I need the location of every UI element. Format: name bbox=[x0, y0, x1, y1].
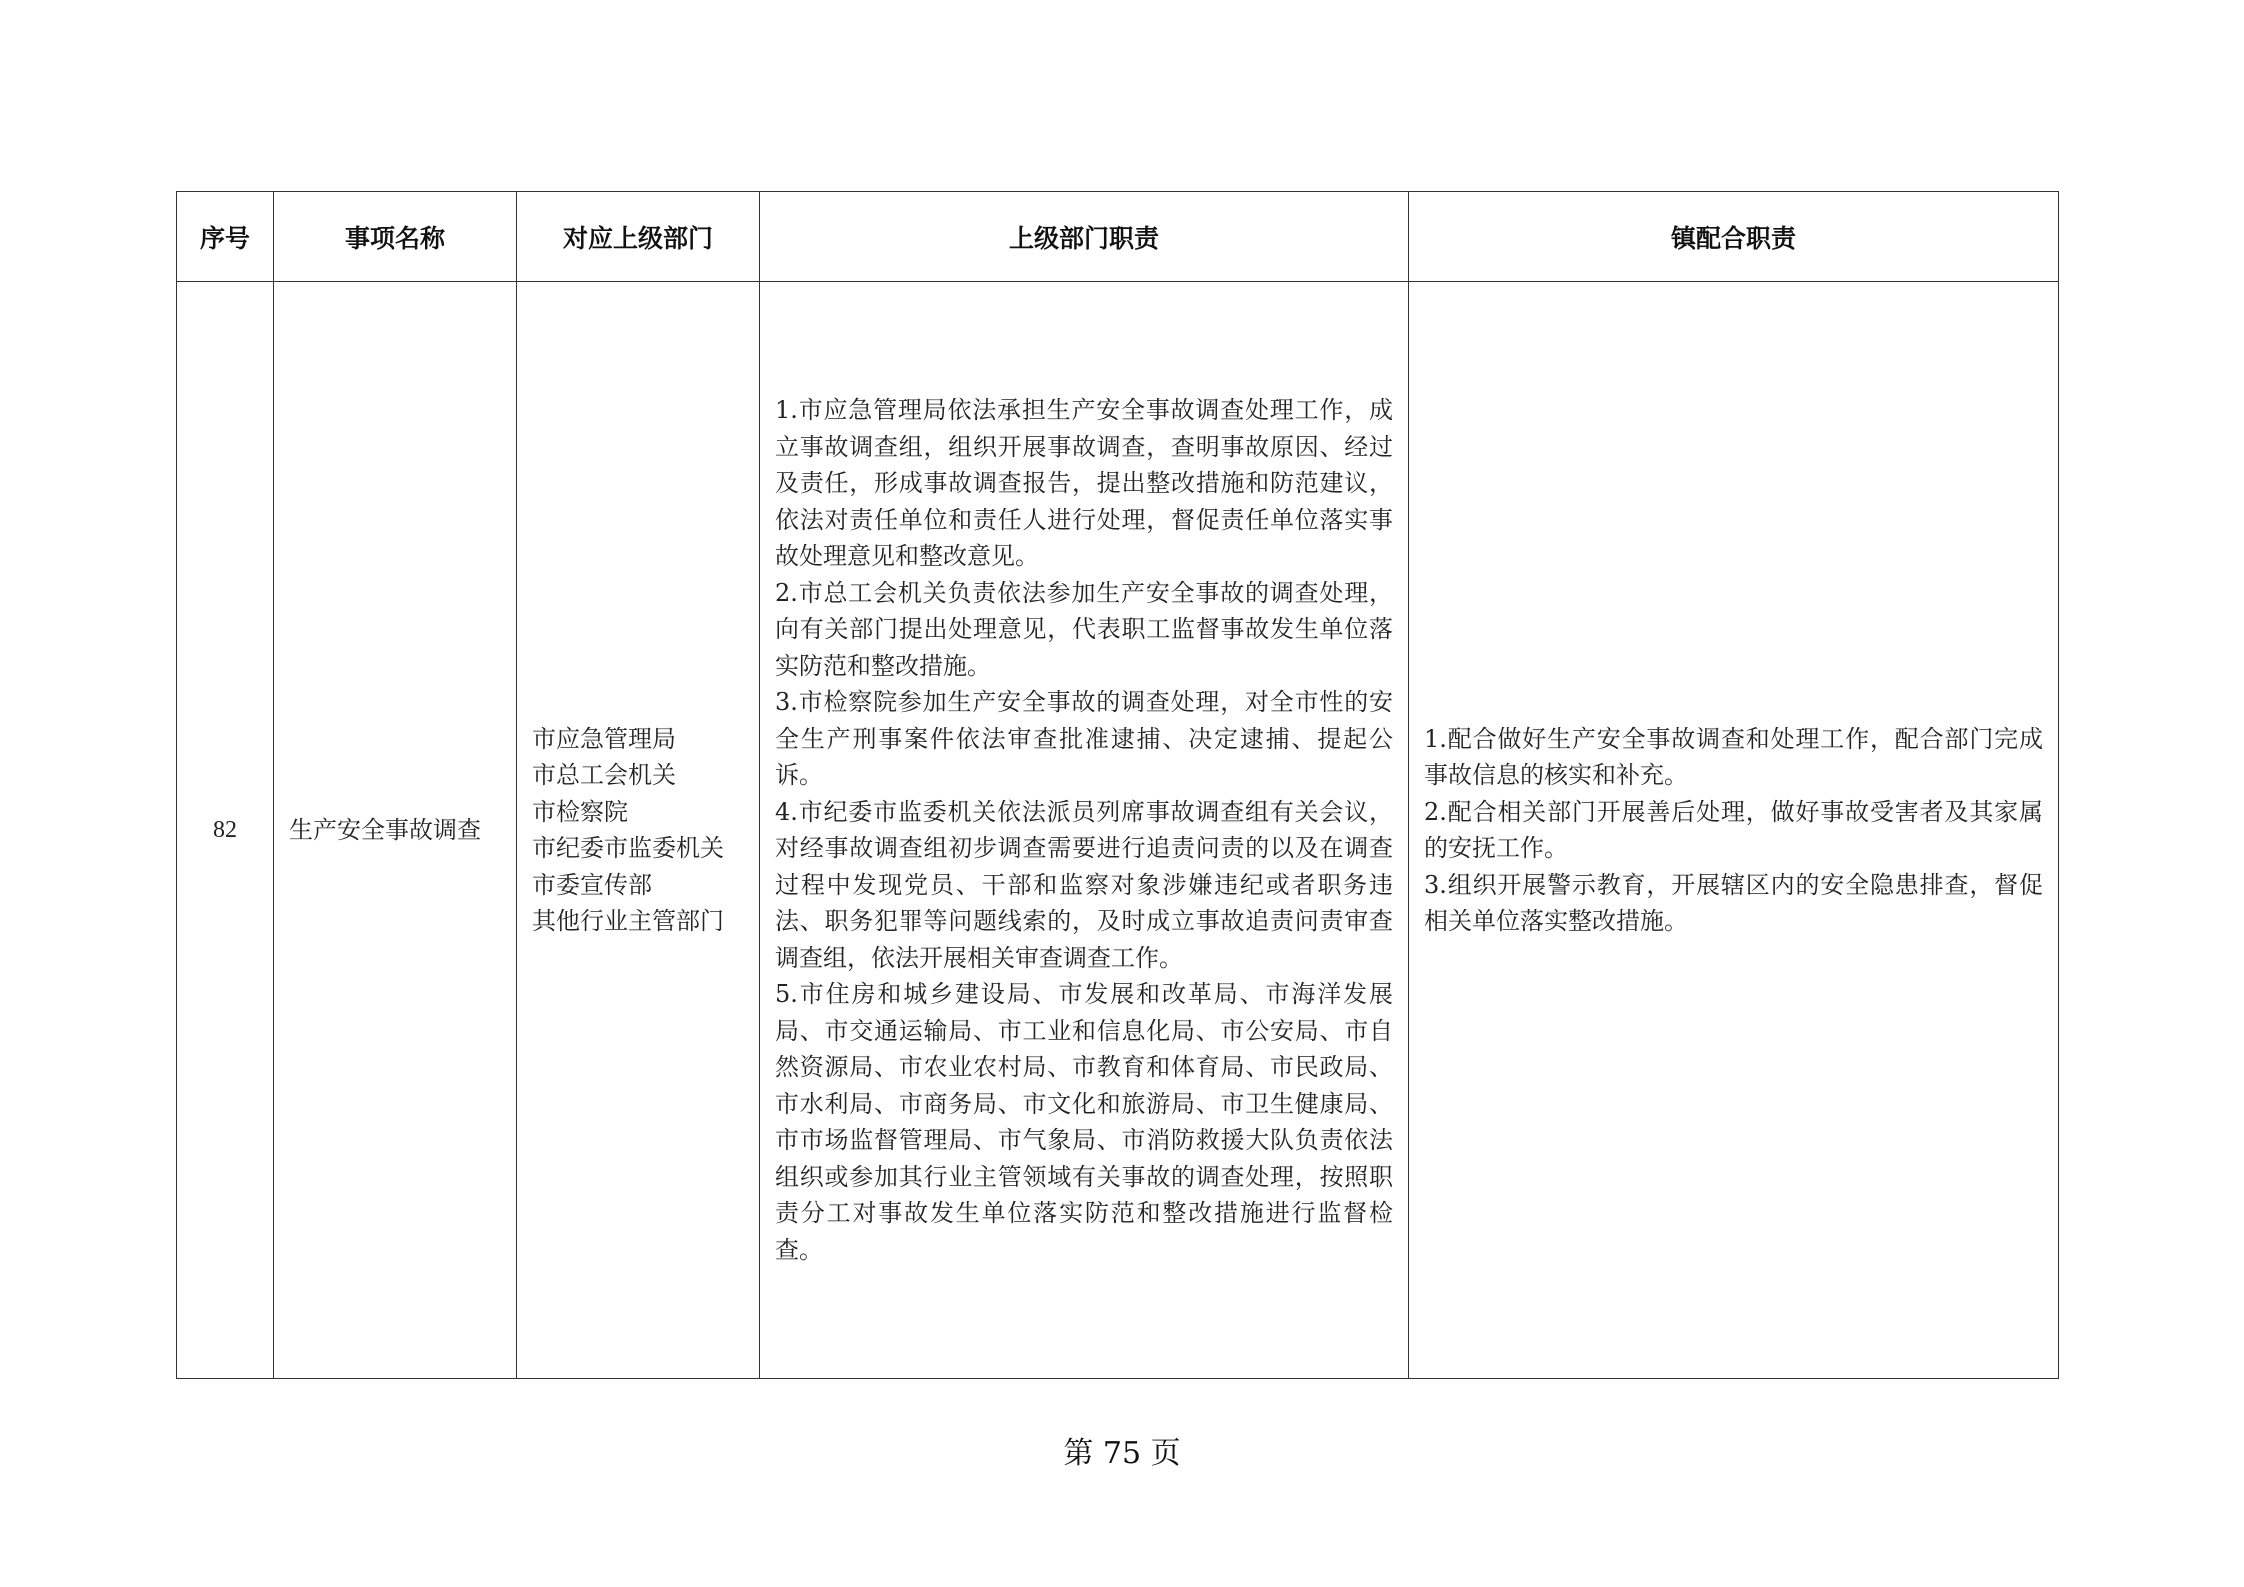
table-header-row bbox=[177, 192, 2059, 282]
department-item: 市检察院 bbox=[532, 797, 628, 826]
table-row bbox=[177, 282, 2059, 1379]
page-number: 第 75 页 bbox=[1063, 1436, 1181, 1471]
department-item: 其他行业主管部门 bbox=[532, 907, 724, 935]
responsibility-table bbox=[176, 191, 2059, 1379]
department-item: 市纪委市监委机关 bbox=[532, 834, 724, 862]
header-item-name: 事项名称 bbox=[274, 192, 517, 282]
header-superior-dept: 对应上级部门 bbox=[517, 192, 760, 282]
superior-duty-paragraph: 3.市检察院参加生产安全事故的调查处理，对全市性的安全生产刑事案件依法审查批准逮捕、决定逮捕、提起公诉。 bbox=[775, 688, 1393, 789]
town-duty-paragraph: 3.组织开展警示教育，开展辖区内的安全隐患排查，督促相关单位落实整改措施。 bbox=[1424, 870, 2043, 935]
item-name-text: 生产安全事故调查 bbox=[289, 815, 481, 844]
departments-cell bbox=[517, 282, 760, 1379]
header-town-duties: 镇配合职责 bbox=[1409, 192, 2059, 282]
header-seq: 序号 bbox=[177, 192, 274, 282]
town-duties-cell bbox=[1409, 282, 2059, 1379]
superior-duty-paragraph: 2.市总工会机关负责依法参加生产安全事故的调查处理，向有关部门提出处理意见，代表职工监督事故发生单位落实防范和整改措施。 bbox=[775, 578, 1393, 680]
town-duty-paragraph: 1.配合做好生产安全事故调查和处理工作，配合部门完成事故信息的核实和补充。 bbox=[1424, 724, 2043, 789]
department-item: 市委宣传部 bbox=[532, 870, 652, 899]
superior-duties-cell bbox=[760, 282, 1409, 1379]
header-superior-duties: 上级部门职责 bbox=[760, 192, 1409, 282]
superior-duty-paragraph: 1.市应急管理局依法承担生产安全事故调查处理工作，成立事故调查组，组织开展事故调查，查明事故原因、经过及责任，形成事故调查报告，提出整改措施和防范建议，依法对责任单位和责任人进行处理，督促责任单位落实事故处理意见和整改意见。 bbox=[775, 396, 1393, 570]
town-duty-paragraph: 2.配合相关部门开展善后处理，做好事故受害者及其家属的安抚工作。 bbox=[1424, 797, 2043, 862]
superior-duty-paragraph: 4.市纪委市监委机关依法派员列席事故调查组有关会议，对经事故调查组初步调查需要进行追责问责的以及在调查过程中发现党员、干部和监察对象涉嫌违纪或者职务违法、职务犯罪等问题线索的，及时成立事故追责问责审查调查组，依法开展相关审查调查工作。 bbox=[775, 797, 1393, 972]
item-name-cell bbox=[274, 282, 517, 1379]
department-item: 市应急管理局 bbox=[532, 724, 676, 753]
superior-duty-paragraph: 5.市住房和城乡建设局、市发展和改革局、市海洋发展局、市交通运输局、市工业和信息化局、市公安局、市自然资源局、市农业农村局、市教育和体育局、市民政局、市水利局、市商务局、市文化和旅游局、市卫生健康局、市市场监督管理局、市气象局、市消防救援大队负责依法组织或参加其行业主管领域有关事故的调查处理，按照职责分工对事故发生单位落实防范和整改措施进行监督检查。 bbox=[775, 980, 1393, 1264]
department-item: 市总工会机关 bbox=[532, 761, 676, 789]
seq-cell: 82 bbox=[177, 282, 274, 1379]
